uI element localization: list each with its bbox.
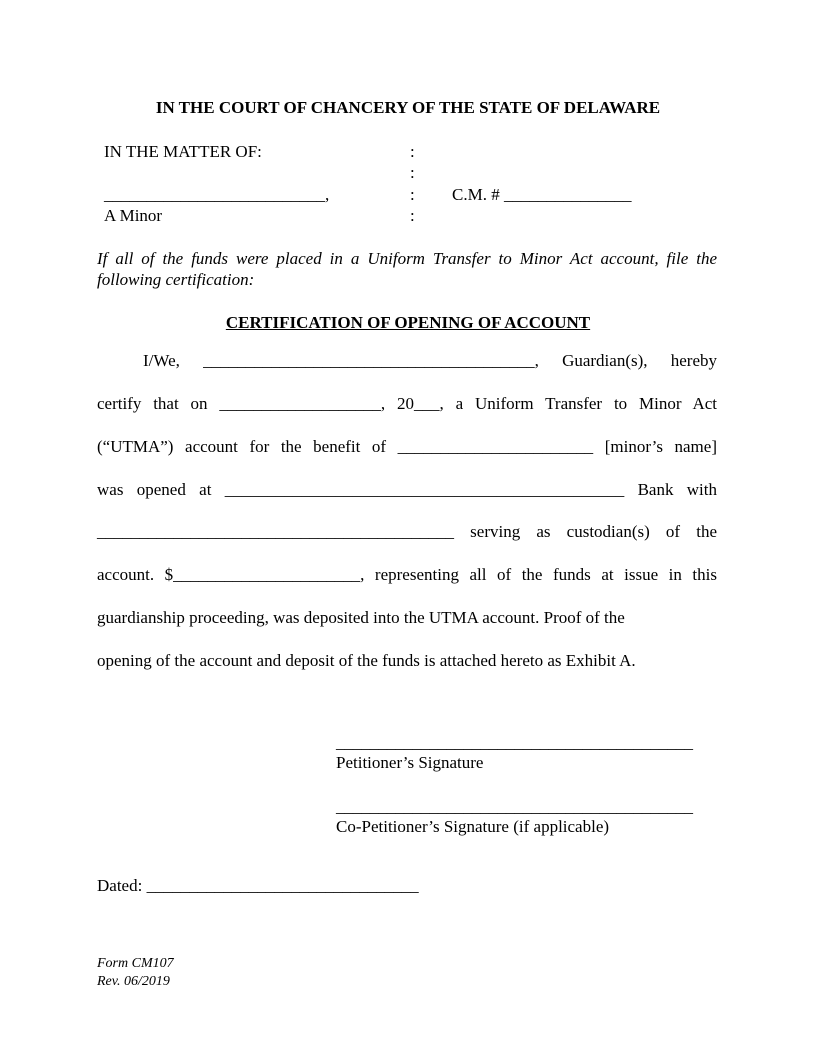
petitioner-signature-label: Petitioner’s Signature bbox=[336, 753, 484, 772]
co-petitioner-signature-line[interactable]: __________________________________________ bbox=[336, 797, 693, 816]
instruction-line: following certification: bbox=[97, 270, 255, 289]
body-line[interactable]: __________________________________________ serving as custodian(s) of the bbox=[97, 522, 717, 541]
body-line[interactable]: certify that on ___________________, 20___, a Uniform Transfer to Minor Act bbox=[97, 394, 717, 413]
body-line: opening of the account and deposit of the funds is attached hereto as Exhibit A. bbox=[97, 651, 636, 670]
body-line[interactable]: account. $______________________, representing all of the funds at issue in this bbox=[97, 565, 717, 584]
cm-number-field[interactable]: C.M. # _______________ bbox=[452, 185, 632, 204]
petitioner-signature-line[interactable]: __________________________________________ bbox=[336, 733, 693, 752]
caption-colon: : bbox=[410, 206, 415, 225]
body-line: guardianship proceeding, was deposited into the UTMA account. Proof of the bbox=[97, 608, 625, 627]
body-line[interactable]: was opened at _______________________________________________ Bank with bbox=[97, 480, 717, 499]
matter-of-label: IN THE MATTER OF: bbox=[104, 142, 262, 161]
certification-heading: CERTIFICATION OF OPENING OF ACCOUNT bbox=[225, 313, 591, 332]
dated-field[interactable]: Dated: ________________________________ bbox=[97, 876, 419, 895]
a-minor-label: A Minor bbox=[104, 206, 163, 225]
body-line[interactable]: I/We, _______________________________________, Guardian(s), hereby bbox=[143, 351, 717, 370]
caption-colon: : bbox=[410, 185, 415, 204]
revision-date: Rev. 06/2019 bbox=[97, 974, 170, 989]
form-number: Form CM107 bbox=[97, 956, 174, 971]
body-line[interactable]: (“UTMA”) account for the benefit of _______________________ [minor’s name] bbox=[97, 437, 717, 456]
caption-colon: : bbox=[410, 163, 415, 182]
minor-name-blank[interactable]: __________________________, bbox=[104, 185, 330, 204]
instruction-line: If all of the funds were placed in a Uniform Transfer to Minor Act account, file the bbox=[97, 249, 717, 268]
caption-colon: : bbox=[410, 142, 415, 161]
co-petitioner-signature-label: Co-Petitioner’s Signature (if applicable) bbox=[336, 817, 610, 836]
court-title: IN THE COURT OF CHANCERY OF THE STATE OF DELAWARE bbox=[155, 98, 661, 117]
